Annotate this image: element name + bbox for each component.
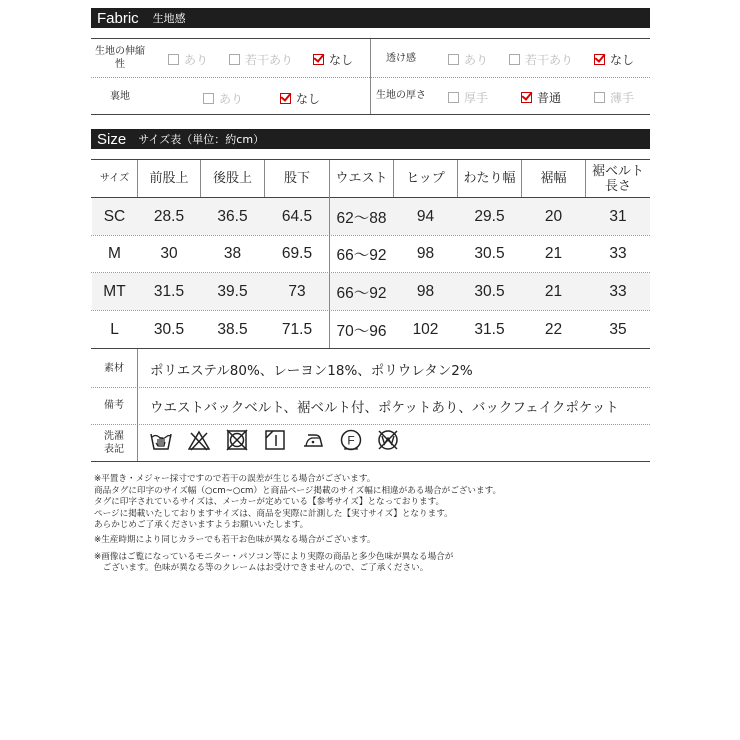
stretch-option-yes: あり: [168, 51, 208, 68]
cell-thigh: 29.5: [474, 207, 505, 225]
cell-hem-belt: 31: [609, 207, 627, 225]
cell-inseam: 73: [288, 282, 306, 300]
no-tumble-dry-icon: [226, 429, 248, 451]
cell-waist: 66～92: [336, 284, 387, 302]
lining-label: 裏地: [110, 91, 130, 102]
note-line: ※画像はご覧になっているモニター・パソコン等により実際の商品と多少色味が異なる場合が: [94, 552, 454, 562]
remarks-label: 備考: [104, 400, 124, 411]
line-dry-shade-icon: [264, 429, 286, 451]
sheer-option-slight: 若干あり: [509, 51, 573, 68]
col-header-waist: ウエスト: [335, 171, 388, 186]
thickness-option-thick: 厚手: [448, 89, 488, 106]
checkbox-icon: [509, 54, 520, 65]
checked-checkbox-icon: [594, 54, 605, 65]
fabric-section-header: [91, 8, 650, 28]
checkbox-icon: [448, 92, 459, 103]
cell-back-rise: 38: [223, 245, 242, 262]
cell-back-rise: 39.5: [217, 282, 248, 300]
cell-waist: 62～88: [336, 209, 387, 227]
cell-hem-belt: 33: [609, 282, 627, 300]
divider: [91, 348, 650, 349]
col-header-back-rise: 後股上: [212, 171, 252, 186]
cell-hem-belt: 33: [609, 245, 627, 262]
note-line: ※平置き・メジャー採寸ですので若干の誤差が生じる場合がございます。: [94, 474, 376, 484]
cell-back-rise: 38.5: [217, 320, 248, 338]
svg-text:F: F: [347, 433, 355, 448]
note-line: ※生産時期により同じカラーでも若干お色味が異なる場合がございます。: [94, 535, 376, 545]
col-header-hem-belt-length: 裾ベルト 長さ: [591, 163, 644, 194]
sheer-option-none: なし: [594, 51, 634, 68]
cell-hem: 22: [544, 320, 563, 338]
cell-size: MT: [103, 282, 126, 300]
lining-option-yes: あり: [203, 90, 243, 107]
divider: [137, 349, 138, 461]
divider: [91, 387, 650, 389]
col-header-inseam: 股下: [283, 171, 310, 186]
size-title-en: Size: [97, 130, 127, 148]
note-line: あらかじめご了承くださいますようお願いいたします。: [94, 520, 309, 530]
cell-thigh: 30.5: [474, 282, 505, 300]
cell-hem: 21: [544, 282, 563, 300]
no-wet-clean-icon: [377, 429, 399, 451]
col-header-thigh: わたり幅: [463, 171, 516, 186]
material-label: 素材: [104, 363, 124, 374]
cell-thigh: 31.5: [474, 320, 505, 338]
cell-front-rise: 31.5: [153, 282, 185, 300]
lining-option-none: なし: [280, 90, 320, 107]
col-header-front-rise: 前股上: [149, 171, 189, 186]
note-line: タグに印字されているサイズは、メーカーが定めている【参考サイズ】となっております。: [94, 497, 445, 507]
cell-front-rise: 28.5: [153, 207, 185, 225]
col-header-hem: 裾幅: [540, 171, 567, 186]
thickness-option-normal: 普通: [521, 89, 561, 106]
col-header-hip: ヒップ: [406, 171, 445, 186]
remarks-text: ウエストバックベルト、裾ベルト付、ポケットあり、バックフェイクポケット: [150, 400, 619, 416]
cell-hip: 102: [412, 320, 439, 338]
cell-front-rise: 30: [160, 245, 178, 262]
cell-hem: 21: [544, 245, 563, 262]
cell-size: M: [108, 245, 121, 262]
cell-thigh: 30.5: [474, 245, 505, 262]
fabric-title-en: Fabric: [97, 9, 139, 27]
checkbox-icon: [594, 92, 605, 103]
cell-hip: 98: [416, 282, 435, 300]
stretch-option-none: なし: [313, 51, 353, 68]
thickness-option-thin: 薄手: [594, 89, 634, 106]
checkbox-icon: [203, 93, 214, 104]
checked-checkbox-icon: [280, 93, 291, 104]
cell-inseam: 71.5: [281, 320, 313, 338]
cell-hem-belt: 35: [609, 320, 627, 338]
material-text: ポリエステル80%、レーヨン18%、ポリウレタン2%: [150, 363, 473, 379]
divider: [91, 424, 650, 426]
divider: [370, 39, 371, 114]
stretch-label: 生地の伸縮性: [95, 46, 145, 70]
cell-front-rise: 30.5: [153, 320, 185, 338]
size-section-header: [91, 129, 650, 149]
note-line: ございます。色味が異なる等のクレームはお受けできませんので、ご了承ください。: [94, 563, 429, 573]
divider: [91, 461, 650, 462]
cell-waist: 70～96: [336, 322, 387, 340]
note-line: 商品タグに印字のサイズ幅（○cm~○cm）と商品ページ掲載のサイズ幅に相違がある場合がございます。: [94, 486, 502, 496]
checked-checkbox-icon: [313, 54, 324, 65]
cell-inseam: 64.5: [281, 207, 313, 225]
cell-hem: 20: [544, 207, 563, 225]
cell-size: L: [110, 320, 119, 338]
cell-size: SC: [103, 207, 126, 225]
checkbox-icon: [229, 54, 240, 65]
cell-waist: 66～92: [336, 247, 387, 264]
thickness-label: 生地の厚さ: [376, 90, 426, 101]
note-line: ページに掲載いたしておりますサイズは、商品を実際に計測した【実寸サイズ】となります。: [94, 509, 453, 519]
wash-label: 洗濯 表記: [104, 431, 124, 455]
no-bleach-icon: [188, 429, 210, 451]
low-iron-icon: [302, 429, 324, 451]
checked-checkbox-icon: [521, 92, 532, 103]
cell-inseam: 69.5: [281, 245, 313, 262]
checkbox-icon: [168, 54, 179, 65]
cell-back-rise: 36.5: [217, 207, 248, 225]
divider: [91, 114, 650, 115]
fabric-title-jp: 生地感: [152, 12, 186, 25]
dry-clean-f-icon: [340, 429, 362, 451]
cell-hip: 98: [416, 245, 435, 262]
sheer-label: 透け感: [386, 53, 416, 64]
hand-wash-icon: [150, 429, 172, 451]
size-title-jp: サイズ表（単位：約cm）: [138, 133, 265, 146]
checkbox-icon: [448, 54, 459, 65]
col-header-size: サイズ: [99, 173, 130, 184]
stretch-option-slight: 若干あり: [229, 51, 293, 68]
cell-hip: 94: [416, 207, 435, 225]
sheer-option-yes: あり: [448, 51, 488, 68]
